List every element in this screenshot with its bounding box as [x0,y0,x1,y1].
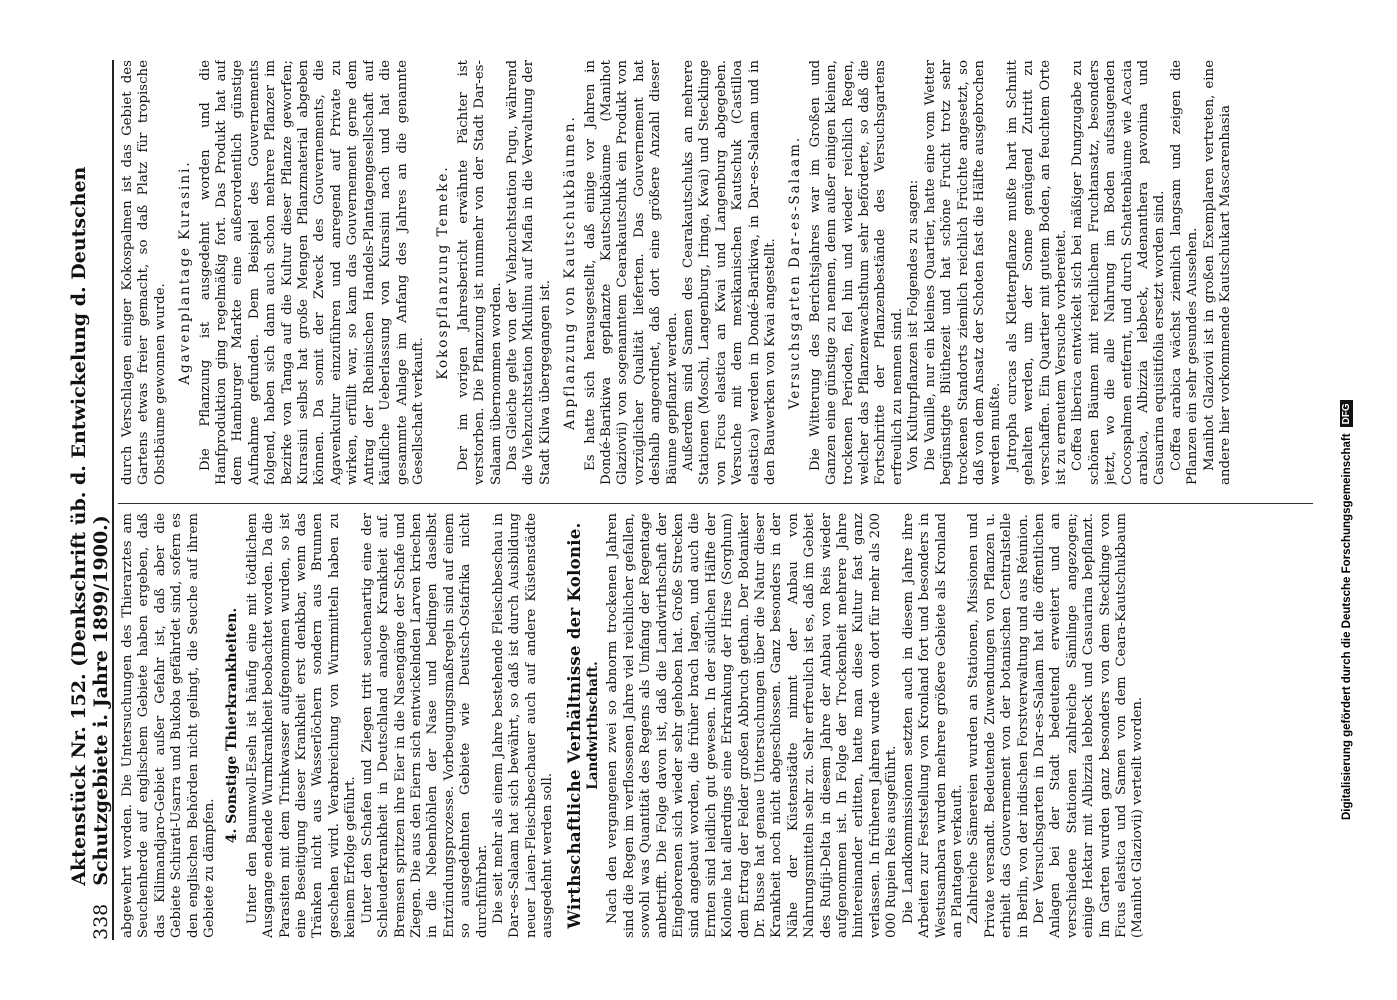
page-header [68,60,114,940]
paragraph: Die Pflanzung ist ausgedehnt worden und die Hanfproduktion ging regelmäßig fort. Das Produkt hat auf dem Hamburger Markte eine außerordentlich günstige Aufnahme gefunden. Dem Beispiel des Gouvernements folgend, haben sich dann auch schon mehrere Pflanzer im Bezirke von Tanga auf die Kultur dieser Pflanze geworfen; Kurasini selbst hat große Mengen Pflanzmaterial abgeben können. Da somit der Zweck des Gouvernements, die Agavenkultur einzuführen und anregend auf Private zu wirken, erfüllt war, so kam das Gouvernement gerne dem Antrag der Rheinischen Handels-Plantagengesellschaft auf käufliche Ueberlassung von Kurasini nach und hat die gesammte Anlage im Anfang des Jahres an die genannte Gesellschaft verkauft. [197,60,426,485]
section-heading: Anpflanzung von Kautschukbäumen. [562,115,579,430]
paragraph: Die Witterung des Berichtsjahres war im Großen und Ganzen eine günstige zu nennen, denn außer einigen kleinen, trockenen Perioden, fiel hin und wieder reichlich Regen, welcher das Pflanzenwachsthum sehr beförderte, so daß die Fortschritte der Pflanzenbestände des Versuchsgartens erfreulich zu nennen sind. [807,60,905,485]
subsection-heading: Landwirthschaft. [584,661,601,790]
chapter-heading: Wirthschaftliche Verhältnisse der Kolonie. [564,522,584,929]
paragraph: Unter den Baumwoll-Eseln ist häufig eine mit tödtlichem Ausgange endende Wurmkrankheit beobachtet worden. Da die Parasiten mit dem Trinkwasser aufgenommen wurden, so ist eine Beseitigung dieser Krankheit erst denkbar, wenn das Tränken nicht aus Wasserlöchern sondern aus Brunnen geschehen wird. Verabreichung von Wurmmitteln haben zu keinem Erfolge geführt. [244,513,359,938]
dfg-logo: DFG [1340,400,1353,427]
footer-text: Digitalisierung gefördert durch die Deutsche Forschungsgemeinschaft [1340,433,1353,820]
page-title: Aktenstück Nr. 152. (Denkschrift üb. d. Entwickelung d. Deutschen Schutzgebiete i. Jahre 1899/1900.) [68,166,112,886]
section-heading: Versuchsgarten Dar-es-Salaam. [787,135,804,410]
right-column [120,60,1310,485]
section-heading: Agavenplantage Kurasini. [177,160,194,385]
paragraph: Nach den vergangenen zwei so abnorm trockenen Jahren sind die Regen im verflossenen Jahre viel reichlicher gefallen, sowohl was Quantität des Regens als Umfang der Regentage anbetrifft. Die Folge davon ist, daß die Landwirthschaft der Eingeborenen sich wieder sehr gehoben hat. Große Strecken sind angebaut worden, die früher brach lagen, und auch die Ernten sind leidlich gut gewesen. In der südlichen Hälfte der Kolonie hat allerdings eine Erkrankung der Hirse (Sorghum) dem Ertrag der Felder großen Abbruch gethan. Der Botaniker Dr. Busse hat genaue Untersuchungen über die Natur dieser Krankheit noch nicht abgeschlossen. Ganz besonders in der Nähe der Küstenstädte nimmt der Anbau von Nahrungsmitteln sehr zu. Sehr erfreulich ist es, daß im Gebiet des Rufiji-Delta in diesem Jahre der Anbau von Reis wieder aufgenommen ist. In Folge der Trockenheit mehrere Jahre hintereinander erlitten, hatte man diese Kultur fast ganz verlassen. In früheren Jahren wurde von dort für mehr als 200 000 Rupien Reis ausgeführt. [605,513,900,938]
paragraph: Unter den Schafen und Ziegen tritt seuchenartig eine der Schleuderkrankheit in Deutschland analoge Krankheit auf. Bremsen spritzen ihre Eier in die Nasengänge der Schafe und Ziegen. Die aus den Eiern sich entwickelnden Larven kriechen in die Nebenhöhlen der Nase und bedingen daselbst Entzündungsprozesse. Vorbeugungsmaßregeln sind auf einem so ausgedehnten Gebiete wie Deutsch-Ostafrika nicht durchführbar. [359,513,490,938]
paragraph: Die Vanille, nur ein kleines Quartier, hatte eine vom Wetter begünstigte Blüthezeit und hat schöne Frucht trotz sehr trockenen Standorts ziemlich reichlich Früchte angesetzt, so daß von dem Ansatz der Schoten fast die Hälfte ausgebrochen werden mußte. [922,60,1004,485]
paragraph: Der Versuchsgarten in Dar-es-Salaam hat die öffentlichen Anlagen bei der Stadt bedeutend erweitert und an verschiedene Stationen zahlreiche Sämlinge angezogen; einige Hektar mit Albizzia lebbeck und Casuarina bepflanzt. Im Garten wurden ganz besonders von dem Stecklinge von Ficus elastica und Samen von dem Ceara-Kautschukbaum (Manihot Glaziovii) verteilt worden. [1031,513,1146,938]
paragraph: Coffea arabica wächst ziemlich langsam und zeigen die Pflanzen ein sehr gesundes Aussehen. [1168,60,1201,485]
paragraph: Zahlreiche Sämereien wurden an Stationen, Missionen und Private versandt. Bedeutende Zuwendungen von Pflanzen u. erhielt das Gouvernement von der botanischen Centralstelle in Berlin, von der indischen Forstverwaltung und aus Réunion. [966,513,1031,938]
section-heading: 4. Sonstige Thierkrankheiten. [224,607,241,844]
paragraph: Der im vorigen Jahresbericht erwähnte Pächter ist verstorben. Die Pflanzung ist nunmehr von der Stadt Dar-es-Salaam übernommen worden. [455,60,504,485]
section-heading: Kokospflanzung Temeke. [435,165,452,380]
paragraph: Die seit mehr als einem Jahre bestehende Fleischbeschau in Dar-es-Salaam hat sich bewährt, so daß ist durch Ausbildung neuer Laien-Fleischbeschauer auch auf andere Küstenstädte ausgedehnt werden soll. [490,513,556,938]
digitization-footer [1340,20,1353,820]
paragraph: Manihot Glaziovii ist in großen Exemplaren vertreten, eine andere hier vorkommende Kautschukart Mascarenhasia [1201,60,1233,485]
paragraph: Außerdem sind Samen des Cearakautschuks an mehrere Stationen (Moschi, Langenburg, Iringa, Kwai) und Stecklinge von Ficus elastica an Kwai und Langenburg abgegeben. Versuche mit dem mexikanischen Kautschuk (Castilloa elastica) werden in Dondé-Barikiwa, in Dar-es-Salaam und in den Bauwerken von Kwai angestellt. [681,60,779,485]
left-column [120,513,1310,938]
paragraph: Jatropha curcas als Kletterpflanze mußte hart im Schnitt gehalten werden, um der Sonne genügend Zutritt zu verschaffen. Ein Quartier mit gutem Boden, an feuchtem Orte ist zu erneutem Versuche vorbereitet. [1004,60,1069,485]
paragraph: Es hatte sich herausgestellt, daß einige vor Jahren in Dondé-Barikiwa gepflanzte Kautschukbäume (Manihot Glaziovii) von sogenanntem Cearakautschuk ein Produkt von vorzüglicher Qualität lieferten. Das Gouvernement hat deshalb angeordnet, daß dort eine größere Anzahl dieser Bäume gepflanzt werden. [582,60,680,485]
paragraph: Von Kulturpflanzen ist Folgendes zu sagen: [906,179,922,471]
page-number: 338 [90,903,112,940]
paragraph: Die Landkommissionen setzten auch in diesem Jahre ihre Arbeiten zur Feststellung von Kronland fort und besonders in Westusambara wurden mehrere größere Gebiete als Kronland an Plantagen verkauft. [900,513,965,938]
paragraph: Coffea liberica entwickelt sich bei mäßiger Dungzugabe zu schönen Bäumen mit reichlichem Fruchtansatz, besonders jetzt, wo die alle Nahrung im Boden aufsaugenden Cocospalmen entfernt, und durch Schattenbäume wie Acacia arabica, Albizzia lebbeck, Adenanthera pavonina und Casuarina equisitifolia ersetzt worden sind. [1070,60,1168,485]
paragraph: Das Gleiche gelte von der Viehzuchtstation Pugu, während die Viehzuchtstation Mkulinu auf Mafia in die Verwaltung der Stadt Kilwa übergegangen ist. [504,60,553,485]
paragraph: abgewehrt worden. Die Untersuchungen des Thierarztes am Seuchenherde auf englischem Gebiete haben ergeben, daß das Kilimandjaro-Gebiet außer Gefahr ist, daß aber die Gebiete Schirati-Usarra und Bukoba gefährdet sind, sofern es den englischen Behörden nicht gelingt, die Seuche auf ihrem Gebiete zu dämpfen. [120,513,218,938]
column-divider [118,503,1313,504]
paragraph: durch Verschlagen einiger Kokospalmen ist das Gebiet des Gartens etwas freier gemacht, so daß Platz für tropische Obstbäume gewonnen wurde. [120,60,168,485]
